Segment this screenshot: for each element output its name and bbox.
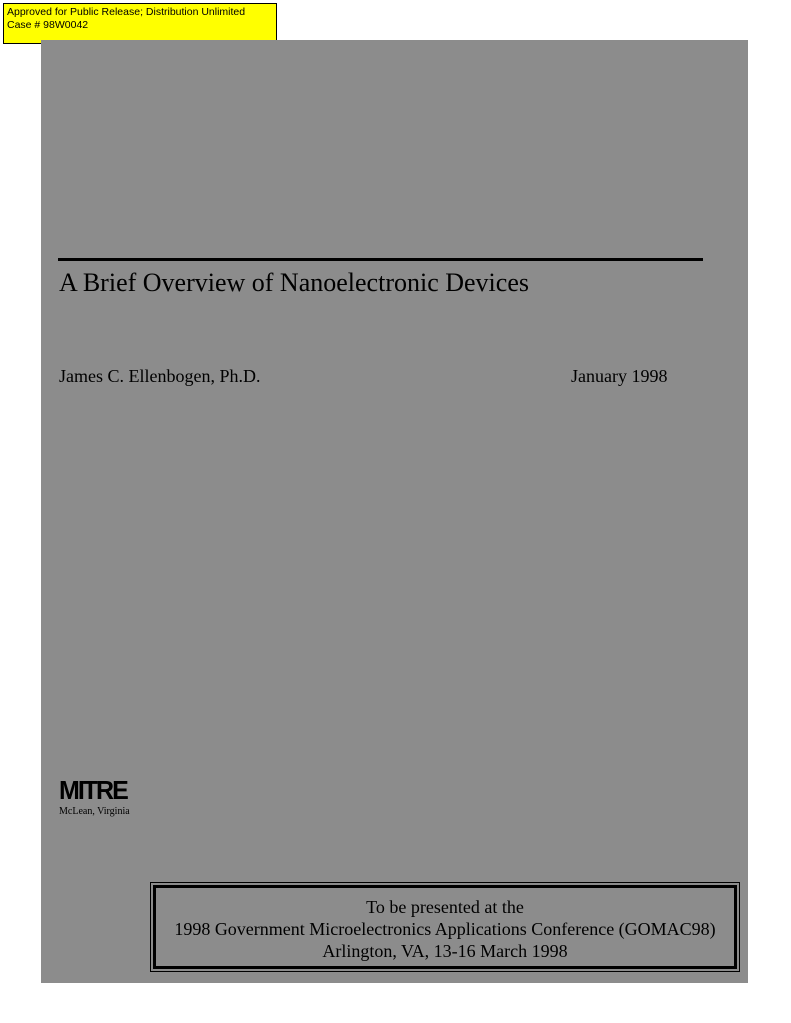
document-title: A Brief Overview of Nanoelectronic Devices — [59, 268, 529, 297]
mitre-wordmark: MITRE — [59, 776, 127, 806]
logo-location: McLean, Virginia — [59, 806, 130, 817]
title-rule — [58, 258, 703, 261]
conference-line3: Arlington, VA, 13-16 March 1998 — [322, 941, 568, 961]
release-stamp-line1: Approved for Public Release; Distribution Unlimited — [7, 6, 246, 18]
conference-line2: 1998 Government Microelectronics Applications Conference (GOMAC98) — [174, 919, 716, 939]
release-stamp — [3, 3, 277, 44]
publication-date: January 1998 — [571, 366, 668, 386]
mitre-logo — [59, 776, 149, 826]
cover-page — [41, 40, 748, 983]
release-stamp-line2: Case # 98W0042 — [7, 19, 89, 31]
conference-line1: To be presented at the — [366, 897, 524, 917]
conference-box — [150, 882, 740, 972]
author-name: James C. Ellenbogen, Ph.D. — [59, 366, 261, 386]
conference-box-inner — [153, 885, 737, 969]
